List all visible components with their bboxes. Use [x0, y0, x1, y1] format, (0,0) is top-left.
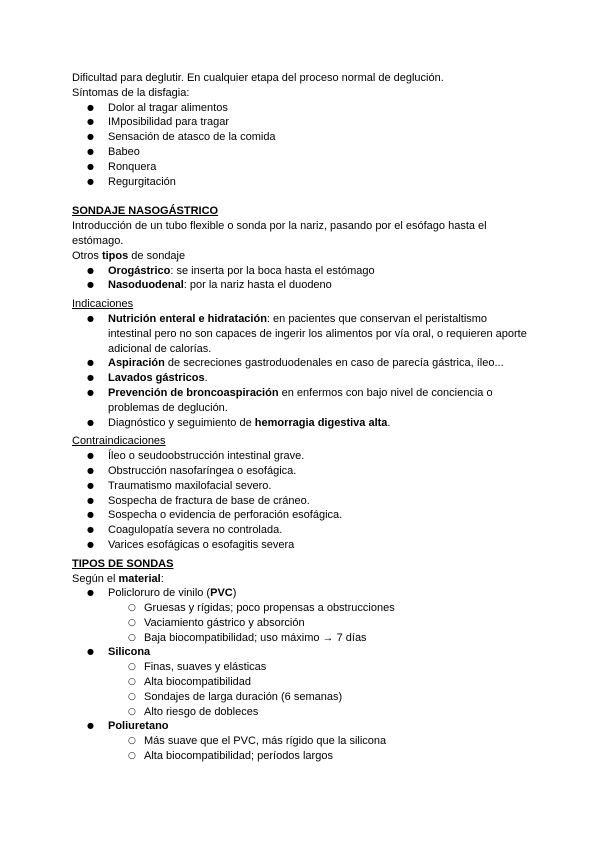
indicaciones-heading: Indicaciones [72, 298, 134, 311]
list-item: ● Traumatismo maxilofacial severo. [72, 479, 532, 494]
list-item-pvc: ● Policloruro de vinilo (PVC) [72, 586, 532, 601]
symptoms-list [72, 101, 532, 190]
list-item: ● Íleo o seudoobstrucción intestinal grave. [72, 449, 532, 464]
list-item: ● Babeo [72, 145, 532, 160]
sublist-item: ○ Baja biocompatibilidad; uso máximo → 7 días [72, 631, 532, 646]
list-item: ● Varices esofágicas o esofagitis severa [72, 538, 532, 553]
sublist-item: ○ Más suave que el PVC, más rígido que la silicona [72, 734, 532, 749]
poliuretano-sublist [72, 734, 532, 764]
list-item: ● Sospecha o evidencia de perforación esofágica. [72, 508, 532, 523]
document-page [72, 71, 532, 764]
sublist-item: ○ Vaciamiento gástrico y absorción [72, 616, 532, 631]
list-item: ● Aspiración de secreciones gastroduodenales en caso de parecía gástrica, íleo... [72, 356, 532, 371]
segun-material-line: Según el material: [72, 572, 164, 585]
tipos-list [72, 586, 532, 601]
sublist-item: ○ Alta biocompatibilidad; períodos largos [72, 749, 532, 764]
sublist-item: ○ Gruesas y rígidas; poco propensas a obstrucciones [72, 601, 532, 616]
list-item: ● Orogástrico: se inserta por la boca hasta el estómago [72, 264, 532, 279]
sublist-item: ○ Finas, suaves y elásticas [72, 660, 532, 675]
list-item: ● Obstrucción nasofaríngea o esofágica. [72, 464, 532, 479]
silicona-sublist [72, 660, 532, 719]
list-item: ● Coagulopatía severa no controlada. [72, 523, 532, 538]
indicaciones-list [72, 312, 532, 430]
list-item: ● Nutrición enteral e hidratación: en pacientes que conservan el peristaltismo intestinal pero no son capaces de ingerir los alimentos por vía oral, o requieren aporte adicional de calorías. [72, 312, 532, 356]
list-item: ● Sospecha de fractura de base de cráneo. [72, 494, 532, 509]
contraindicaciones-list [72, 449, 532, 553]
sondaje-heading: SONDAJE NASOGÁSTRICO [72, 205, 219, 218]
list-item: ● Nasoduodenal: por la nariz hasta el duodeno [72, 278, 532, 293]
list-item-silicona: ● Silicona [72, 645, 532, 660]
otros-tipos-line: Otros tipos de sondaje [72, 249, 186, 262]
list-item: ● Regurgitación [72, 175, 532, 190]
sondaje-types-list [72, 264, 532, 294]
list-item-poliuretano: ● Poliuretano [72, 719, 532, 734]
list-item: ● IMposibilidad para tragar [72, 115, 532, 130]
sondaje-description: Introducción de un tubo flexible o sonda por la nariz, pasando por el esófago hasta el estómago. [72, 220, 487, 247]
intro-line: Dificultad para deglutir. En cualquier etapa del proceso normal de deglución. [72, 72, 444, 84]
sublist-item: ○ Alto riesgo de dobleces [72, 705, 532, 720]
list-item: ● Prevención de broncoaspiración en enfermos con bajo nivel de conciencia o problemas de deglución. [72, 386, 532, 416]
sublist-item: ○ Sondajes de larga duración (6 semanas) [72, 690, 532, 705]
symptoms-label: Síntomas de la disfagia: [72, 86, 190, 99]
list-item: ● Dolor al tragar alimentos [72, 101, 532, 116]
list-item: ● Sensación de atasco de la comida [72, 130, 532, 145]
list-item: ● Diagnóstico y seguimiento de hemorragia digestiva alta. [72, 416, 532, 431]
sublist-item: ○ Alta biocompatibilidad [72, 675, 532, 690]
tipos-heading: TIPOS DE SONDAS [72, 557, 174, 570]
pvc-sublist [72, 601, 532, 645]
contraindicaciones-heading: Contraindicaciones [72, 435, 166, 448]
list-item: ● Lavados gástricos. [72, 371, 532, 386]
list-item: ● Ronquera [72, 160, 532, 175]
